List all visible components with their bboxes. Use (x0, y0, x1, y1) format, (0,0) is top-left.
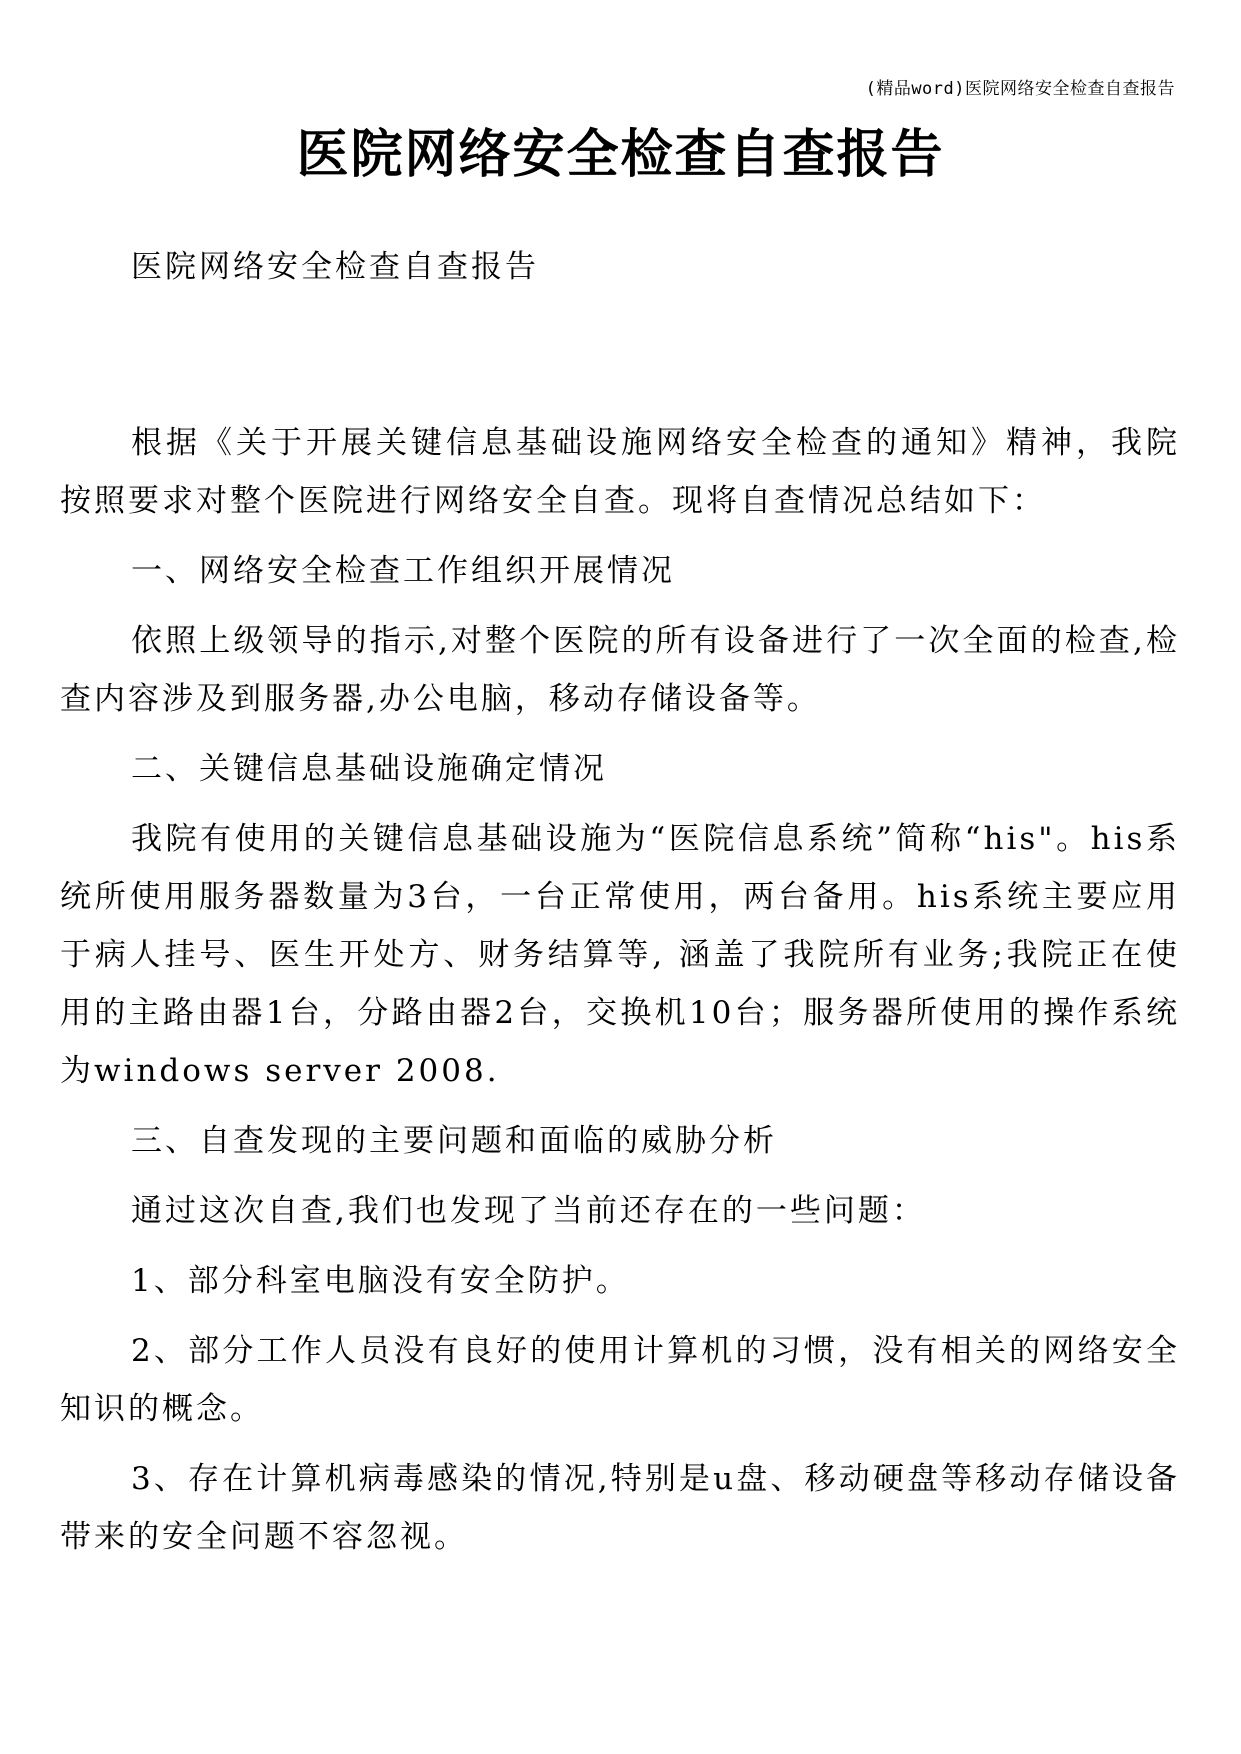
document-body (60, 238, 1180, 1578)
intro-paragraph: 根据《关于开展关键信息基础设施网络安全检查的通知》精神，我院按照要求对整个医院进行网络安全自查。现将自查情况总结如下： (60, 425, 1180, 519)
section-heading-2: 二、关键信息基础设施确定情况 (131, 751, 607, 787)
section-2-paragraph: 我院有使用的关键信息基础设施为“医院信息系统”简称“his"。his系统所使用服务器数量为3台，一台正常使用，两台备用。his系统主要应用于病人挂号、医生开处方、财务结算等, 涵盖了我院所有业务;我院正在使用的主路由器1台，分路由器2台，交换机10台；服务器所使用的操作系统为windows server 2008. (60, 821, 1180, 1089)
issue-item-2: 2、部分工作人员没有良好的使用计算机的习惯，没有相关的网络安全知识的概念。 (60, 1333, 1180, 1427)
blank-spacer (60, 354, 1180, 414)
issue-item-3: 3、存在计算机病毒感染的情况,特别是u盘、移动硬盘等移动存储设备带来的安全问题不容忽视。 (60, 1461, 1180, 1555)
issue-item-1: 1、部分科室电脑没有安全防护。 (131, 1263, 630, 1299)
section-heading-1: 一、网络安全检查工作组织开展情况 (131, 553, 675, 589)
section-heading-3: 三、自查发现的主要问题和面临的威胁分析 (131, 1123, 777, 1159)
document-title: 医院网络安全检查自查报告 (296, 125, 945, 185)
subtitle-paragraph: 医院网络安全检查自查报告 (131, 249, 539, 285)
running-header: (精品word)医院网络安全检查自查报告 (865, 79, 1175, 99)
section-3-intro: 通过这次自查,我们也发现了当前还存在的一些问题： (131, 1193, 926, 1229)
section-1-paragraph: 依照上级领导的指示,对整个医院的所有设备进行了一次全面的检查,检查内容涉及到服务器,办公电脑，移动存储设备等。 (60, 623, 1180, 717)
